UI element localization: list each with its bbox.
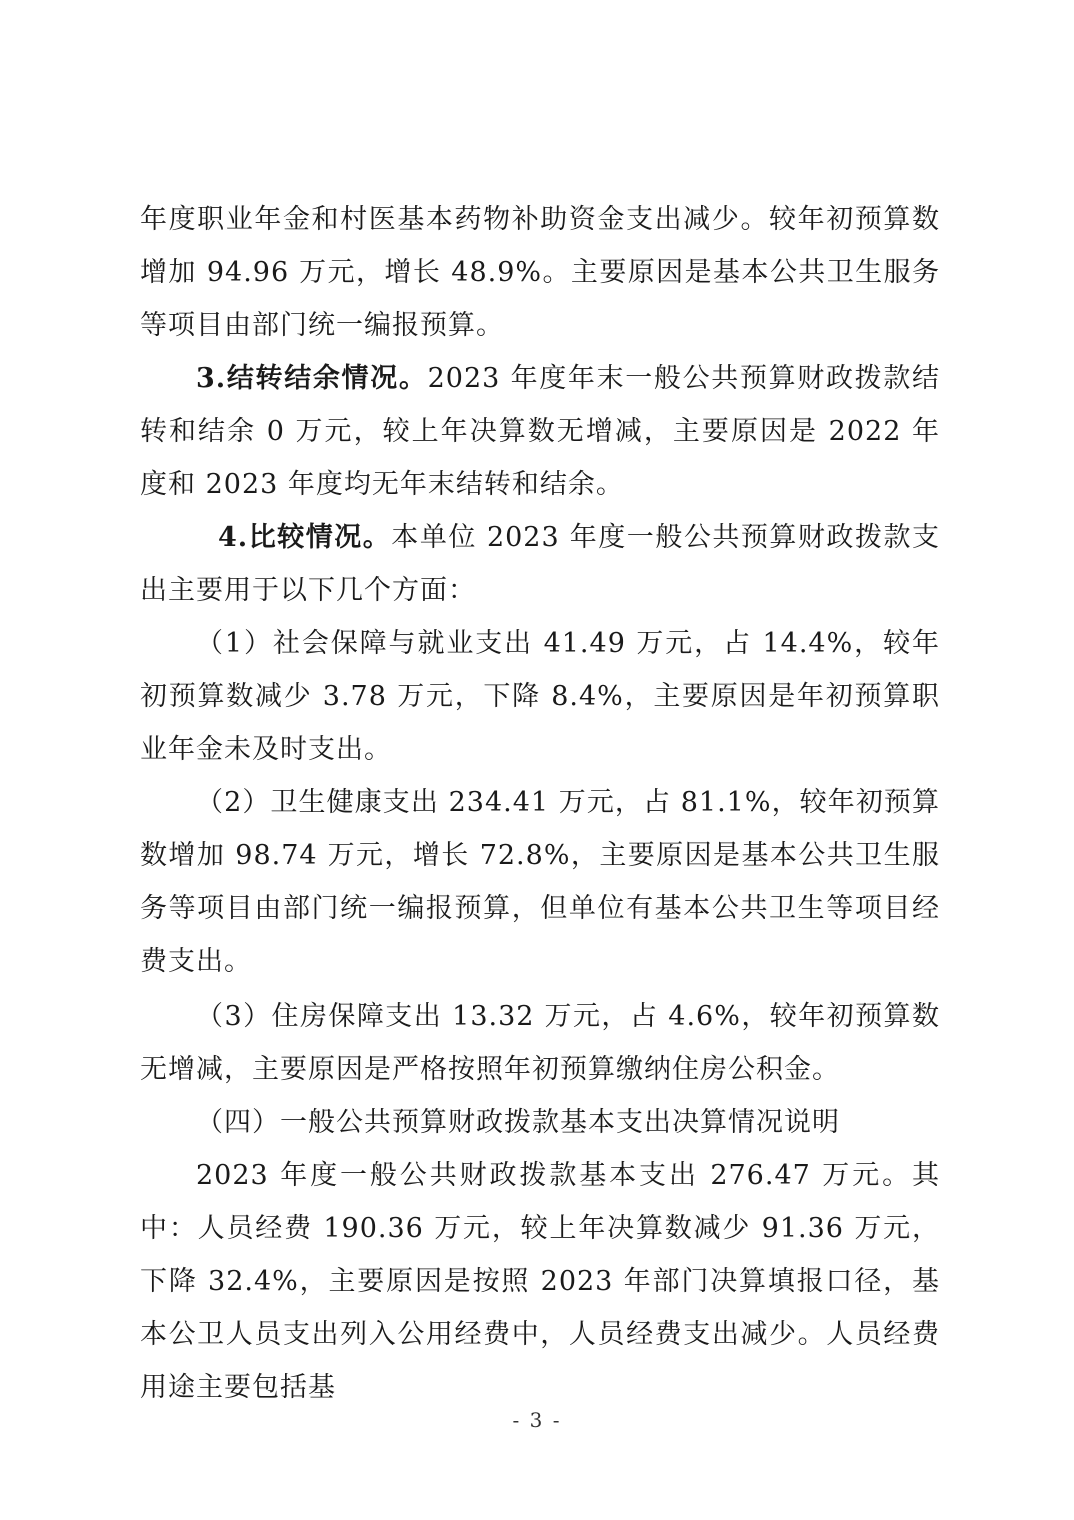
page-number: - 3 - [512,1408,562,1432]
document-body [140,193,940,1414]
section-heading-basic-expenditure: （四）一般公共预算财政拨款基本支出决算情况说明 [196,1107,840,1138]
paragraph-housing: （3）住房保障支出 13.32 万元，占 4.6%，较年初预算数无增减，主要原因是严格按照年初预算缴纳住房公积金。 [140,1001,940,1085]
paragraph-carryover-body: 2023 年度年末一般公共预算财政拨款结转和结余 0 万元，较上年决算数无增减，主要原因是 2022 年度和 2023 年度均无年末结转和结余。 [140,363,941,500]
heading-comparison: 4.比较情况。 [218,522,392,553]
heading-carryover: 3.结转结余情况。 [196,363,428,394]
paragraph-health: （2）卫生健康支出 234.41 万元，占 81.1%，较年初预算数增加 98.74 万元，增长 72.8%，主要原因是基本公共卫生服务等项目由部门统一编报预算，但单位有基本公共卫生等项目经费支出。 [140,787,940,977]
paragraph-comparison [140,511,940,617]
paragraph-basic-expenditure: 2023 年度一般公共财政拨款基本支出 276.47 万元。其中：人员经费 190.36 万元，较上年决算数减少 91.36 万元，下降 32.4%，主要原因是按照 2023 年部门决算填报口径，基本公卫人员支出列入公用经费中，人员经费支出减少。人员经费用途主要包括基 [140,1160,940,1403]
paragraph-carryover [140,352,940,511]
paragraph-comparison-body: 本单位 2023 年度一般公共预算财政拨款支出主要用于以下几个方面： [140,522,940,606]
paragraph-social-security: （1）社会保障与就业支出 41.49 万元，占 14.4%，较年初预算数减少 3.78 万元，下降 8.4%，主要原因是年初预算职业年金未及时支出。 [140,628,940,765]
paragraph-budget-increase: 年度职业年金和村医基本药物补助资金支出减少。较年初预算数增加 94.96 万元，增长 48.9%。主要原因是基本公共卫生服务等项目由部门统一编报预算。 [140,204,940,341]
